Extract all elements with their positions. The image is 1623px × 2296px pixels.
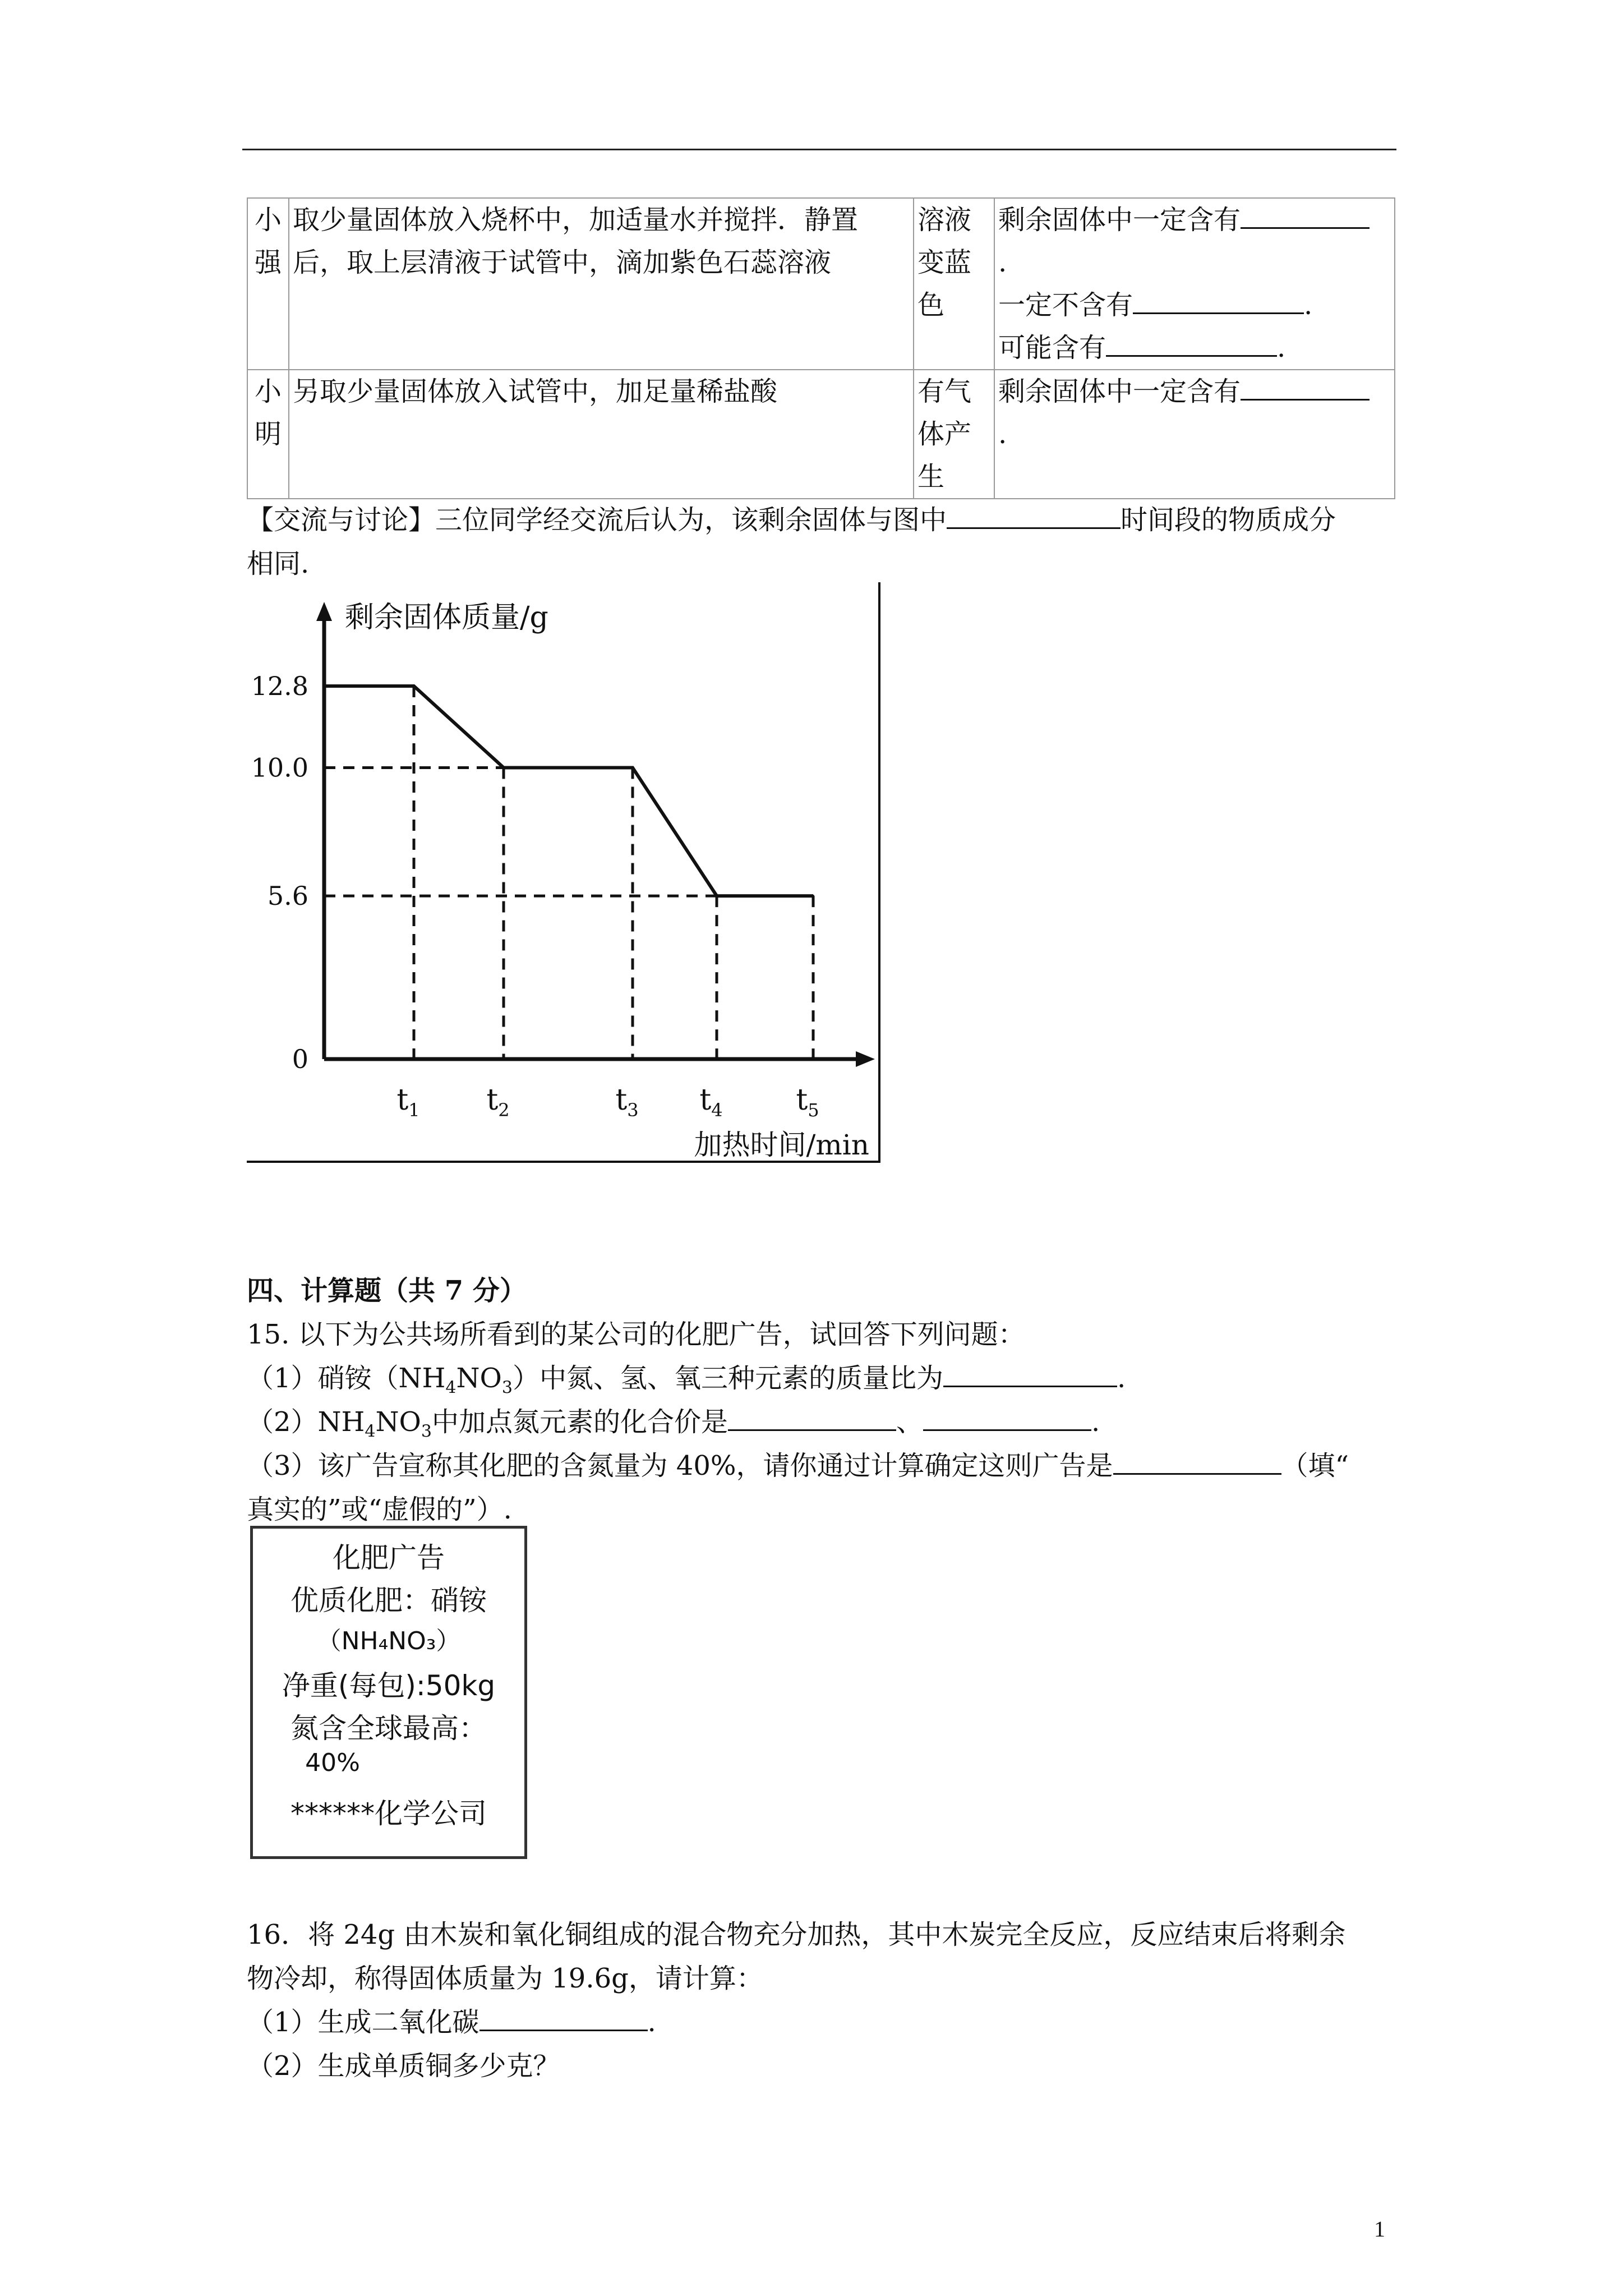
- y-tick-label: 0: [292, 1044, 308, 1074]
- x-tick-label: $t_1$: [396, 1083, 420, 1121]
- ad-line: ******化学公司: [291, 1797, 487, 1830]
- y-tick-label: 12.8: [251, 671, 308, 701]
- answer-blank[interactable]: [1241, 201, 1370, 229]
- x-axis-label: 加热时间/min: [694, 1129, 869, 1161]
- answer-blank[interactable]: [1133, 287, 1304, 314]
- answer-blank[interactable]: [943, 1360, 1117, 1387]
- ad-line: 净重(每包):50kg: [282, 1669, 496, 1702]
- phenomenon-cell: 溶液变蓝色: [914, 198, 994, 370]
- ad-line: 优质化肥：硝铵: [291, 1584, 487, 1617]
- data-point: [502, 766, 505, 769]
- q16-line2: 物冷却，称得固体质量为 19.6g，请计算：: [247, 1963, 763, 1994]
- y-tick-label: 5.6: [267, 881, 308, 912]
- data-point: [323, 685, 325, 687]
- y-tick-label: 10.0: [251, 752, 308, 783]
- page-number: 1: [1374, 2216, 1385, 2242]
- answer-blank[interactable]: [728, 1404, 896, 1431]
- answer-blank[interactable]: [947, 501, 1121, 529]
- discussion-text-2: 相同.: [247, 548, 310, 579]
- answer-blank[interactable]: [1106, 329, 1277, 357]
- q15-part3-cont: 真实的”或“虚假的”）.: [247, 1494, 512, 1525]
- person-cell: 小明: [247, 370, 289, 499]
- y-axis-label: 剩余固体质量/g: [345, 601, 548, 634]
- conclusion-cell: 剩余固体中一定含有 .: [994, 370, 1395, 499]
- x-tick-label: $t_5$: [796, 1083, 819, 1121]
- header-rule: [242, 149, 1396, 150]
- q16-part2: （2）生成单质铜多少克？: [247, 2050, 560, 2082]
- answer-blank[interactable]: [1113, 1447, 1281, 1475]
- experiment-table: [247, 197, 1395, 499]
- q15-part2: $(2)NH_4NO_3$中加点氮元素的化合价是 、 .: [247, 1400, 1100, 1454]
- data-point: [413, 685, 415, 687]
- q15-part1: （1）硝铵$(NH_4NO_3)$中氮、氢、氧三种元素的质量比为 .: [247, 1356, 1126, 1410]
- data-point: [812, 895, 814, 897]
- answer-blank[interactable]: [1241, 373, 1370, 401]
- conclusion-cell: 剩余固体中一定含有 . 一定不含有 . 可能含有 .: [994, 198, 1395, 370]
- ad-line: 40%: [305, 1749, 360, 1777]
- operation-cell: 取少量固体放入烧杯中，加适量水并搅拌．静置后，取上层清液于试管中，滴加紫色石蕊溶液: [289, 198, 914, 370]
- table-row: [247, 370, 1395, 499]
- chart-svg: [247, 582, 880, 1163]
- answer-blank[interactable]: [479, 2004, 648, 2031]
- section-heading: 四、计算题（共 7 分）: [247, 1275, 527, 1306]
- y-axis-arrow: [316, 602, 332, 621]
- operation-cell: 另取少量固体放入试管中，加足量稀盐酸: [289, 370, 914, 499]
- x-tick-label: $t_2$: [486, 1083, 510, 1121]
- discussion-text: 【交流与讨论】三位同学经交流后认为，该剩余固体与图中 时间段的物质成分: [247, 498, 1336, 542]
- data-point: [631, 766, 634, 769]
- q15-stem: 15. 以下为公共场所看到的某公司的化肥广告，试回答下列问题：: [247, 1319, 1025, 1350]
- mass-time-chart: [247, 582, 880, 1163]
- ad-line: （NH₄NO₃）: [316, 1627, 461, 1655]
- q16-line1: 16．将 24g 由木炭和氧化铜组成的混合物充分加热，其中木炭完全反应，反应结束后将剩余: [247, 1919, 1346, 1950]
- q16-part1: （1）生成二氧化碳 .: [247, 2000, 656, 2044]
- answer-blank[interactable]: [923, 1404, 1091, 1431]
- person-cell: 小强: [247, 198, 289, 370]
- data-point: [716, 895, 718, 897]
- fertilizer-ad: [250, 1526, 527, 1859]
- table-row: [247, 198, 1395, 370]
- q15-part3: （3）该广告宣称其化肥的含氮量为 40%，请你通过计算确定这则广告是 （填“: [247, 1444, 1349, 1488]
- x-tick-label: $t_3$: [615, 1083, 639, 1121]
- phenomenon-cell: 有气体产生: [914, 370, 994, 499]
- x-tick-label: $t_4$: [699, 1083, 723, 1121]
- data-series-line: [324, 686, 813, 896]
- ad-line: 氮含全球最高：: [291, 1712, 487, 1745]
- x-axis-arrow: [856, 1051, 875, 1067]
- ad-title: 化肥广告: [333, 1542, 445, 1574]
